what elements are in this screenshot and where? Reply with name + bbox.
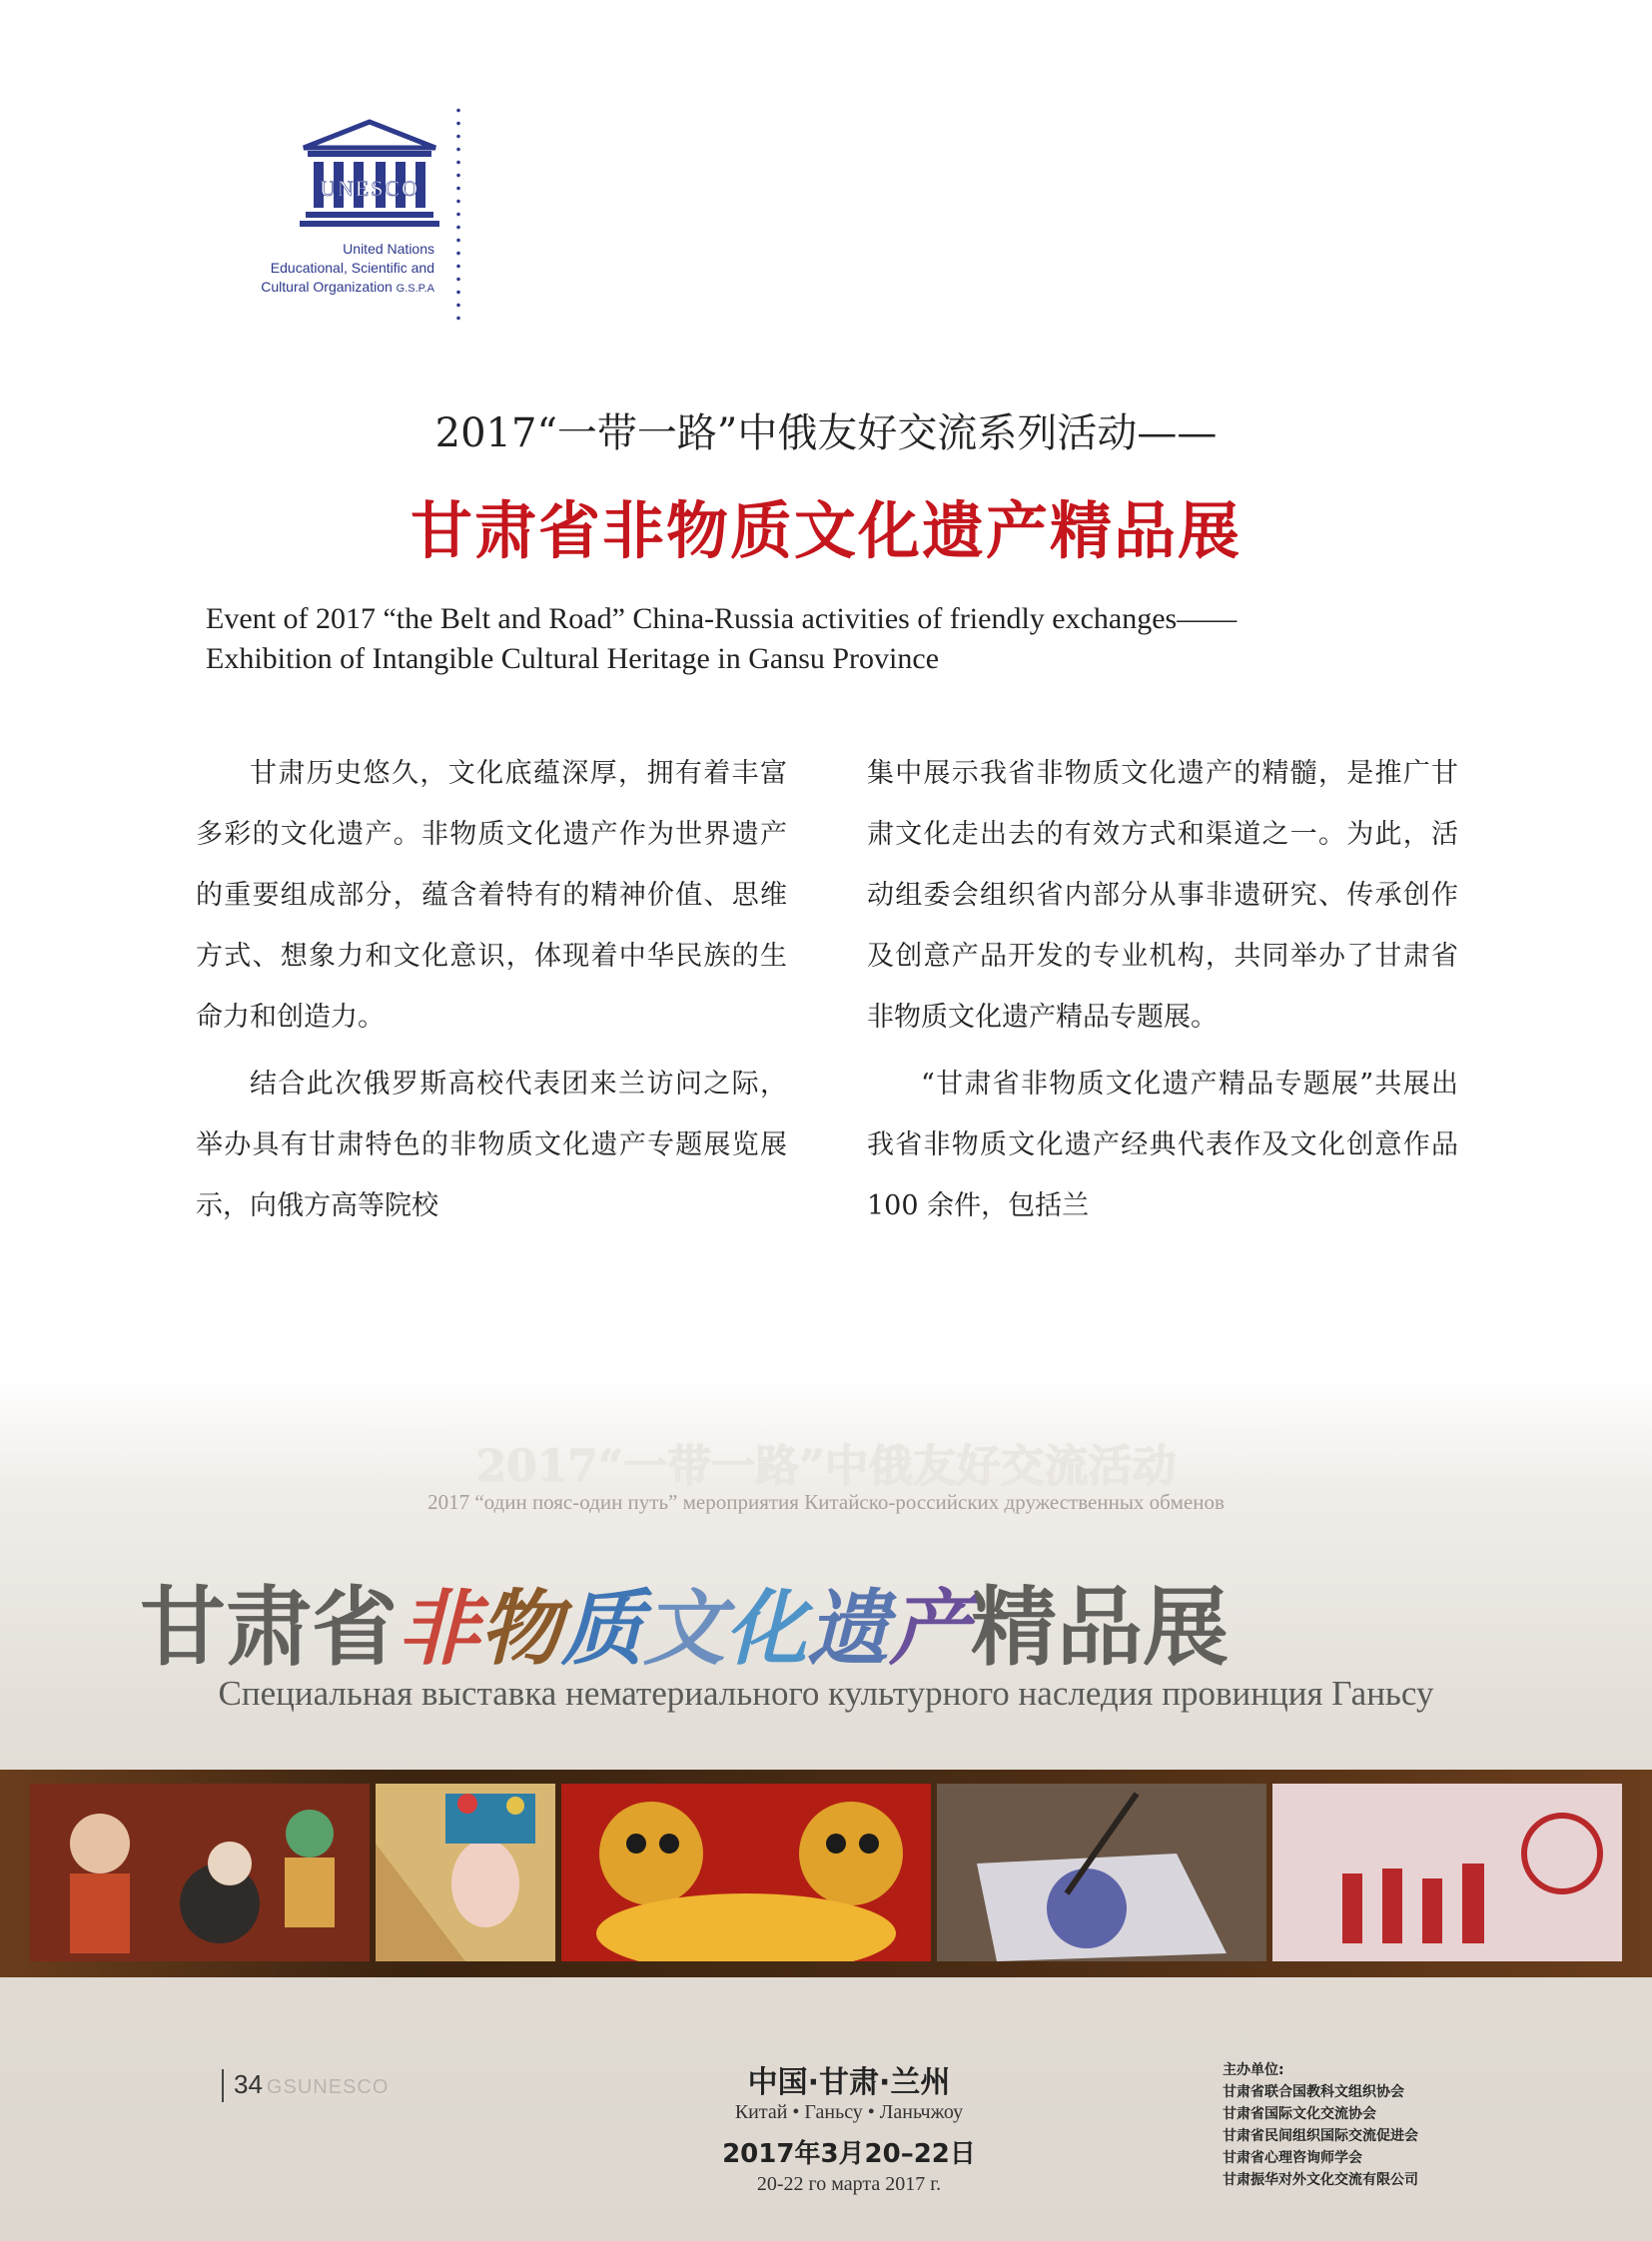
sponsor-item: 甘肃省联合国教科文组织协会 [1223,2084,1404,2100]
poster-title-ru: Специальная выставка нематериального культурного наследия провинция Ганьсу [218,1674,1434,1713]
org-suffix: G.S.P.A [396,283,434,295]
photo-paper-cutting-tools [937,1784,1266,1961]
poster-title-fancy-char: 文 [643,1581,725,1677]
org-line-3: Cultural Organization [261,279,393,295]
poster-title-fancy-char: 非 [398,1581,479,1677]
title-cn-line2: 甘肃省非物质文化遗产精品展 [410,494,1241,567]
location-cn: 中国·甘肃·兰州 [747,2065,951,2100]
sponsors-title: 主办单位: [1223,2062,1284,2078]
sponsor-item: 甘肃振华对外文化交流有限公司 [1223,2172,1418,2188]
poster-title-fancy-char: 产 [889,1581,971,1677]
poster-title-fancy-char: 物 [479,1581,561,1677]
watermark: GSUNESCO [266,2076,390,2098]
sponsors-list [1223,2059,1482,2191]
unesco-org-name [200,240,434,299]
page-number-value: 34 [234,2069,263,2099]
poster-title-part-b: 精品展 [971,1578,1229,1678]
poster-title-part-a: 甘肃省 [140,1578,398,1678]
org-line-2: Educational, Scientific and [270,260,434,276]
poster-title-fancy-char: 质 [561,1581,643,1677]
poster-subtitle-cn: 2017“一带一路”中俄友好交流活动 [475,1441,1177,1492]
poster-title-fancy-char: 化 [725,1581,807,1677]
poster-title-fancy-char: 遗 [807,1581,889,1677]
title-en-line2: Exhibition of Intangible Cultural Heritage in Gansu Province [206,642,940,675]
paragraph: 甘肃历史悠久，文化底蕴深厚，拥有着丰富多彩的文化遗产。非物质文化遗产作为世界遗产的重要组成部分，蕴含着特有的精神价值、思维方式、想象力和文化意识，体现着中华民族的生命力和创造力。 [196,758,787,1033]
photo-lion-dance [561,1784,931,1961]
title-cn-line1: 2017“一带一路”中俄友好交流系列活动—— [434,410,1218,456]
photo-red-paper-cut [1272,1784,1622,1961]
poster-subtitle-ru: 2017 “один пояс-один путь” мероприятия Китайско-российских дружественных обменов [427,1490,1225,1514]
sponsor-item: 甘肃省心理咨询师学会 [1223,2150,1362,2166]
title-en [206,599,1504,679]
org-line-1: United Nations [343,241,434,257]
poster-title-fancy [398,1581,971,1677]
page-number [222,2069,389,2102]
photo-clay-figurines [30,1784,370,1961]
location-ru: Китай • Ганьсу • Ланьчжоу [734,2101,964,2123]
photo-opera-face [376,1784,555,1961]
unesco-logo-text: UNESCO [319,176,420,201]
paragraph: “甘肃省非物质文化遗产精品专题展”共展出我省非物质文化遗产经典代表作及文化创意作品 100 余件，包括兰 [867,1069,1458,1221]
sponsor-item: 甘肃省民间组织国际交流促进会 [1223,2128,1418,2144]
date-cn: 2017年3月20–22日 [722,2139,976,2169]
dotted-divider [456,104,460,324]
title-en-line1: Event of 2017 “the Belt and Road” China-Russia activities of friendly exchanges—— [206,602,1238,635]
unesco-temple-icon [300,118,439,228]
poster-main-title [140,1558,1518,1678]
date-ru: 20-22 го марта 2017 г. [756,2173,942,2195]
paragraph: 集中展示我省非物质文化遗产的精髓，是推广甘肃文化走出去的有效方式和渠道之一。为此，活动组委会组织省内部分从事非遗研究、传承创作及创意产品开发的专业机构，共同举办了甘肃省非物质文化遗产精品专题展。 [867,758,1458,1033]
body-column-right [867,743,1458,1236]
paragraph: 结合此次俄罗斯高校代表团来兰访问之际，举办具有甘肃特色的非物质文化遗产专题展览展示，向俄方高等院校 [196,1069,787,1221]
body-column-left [196,743,787,1236]
sponsor-item: 甘肃省国际文化交流协会 [1223,2106,1376,2122]
